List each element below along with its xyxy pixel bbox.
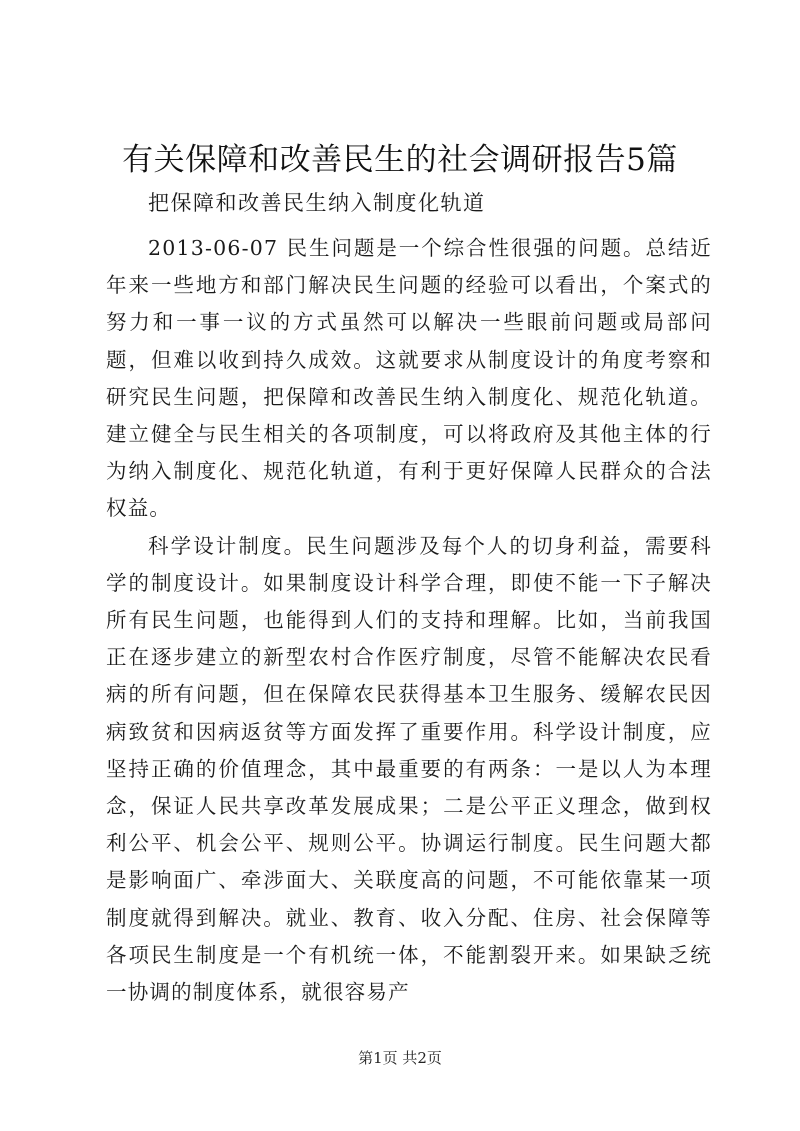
paragraph-1: 2013-06-07 民生问题是一个综合性很强的问题。总结近年来一些地方和部门解决民生问题的经验可以看出，个案式的努力和一事一议的方式虽然可以解决一些眼前问题或局部问题，但难以收到持久成效。这就要求从制度设计的角度考察和研究民生问题，把保障和改善民生纳入制度化、规范化轨道。建立健全与民生相关的各项制度，可以将政府及其他主体的行为纳入制度化、规范化轨道，有利于更好保障人民群众的合法权益。 — [106, 236, 712, 521]
document-body — [106, 230, 712, 1011]
paragraph-2: 科学设计制度。民生问题涉及每个人的切身利益，需要科学的制度设计。如果制度设计科学合理，即使不能一下子解决所有民生问题，也能得到人们的支持和理解。比如，当前我国正在逐步建立的新型农村合作医疗制度，尽管不能解决农民看病的所有问题，但在保障农民获得基本卫生服务、缓解农民因病致贫和因病返贫等方面发挥了重要作用。科学设计制度，应坚持正确的价值理念，其中最重要的有两条：一是以人为本理念，保证人民共享改革发展成果；二是公平正义理念，做到权利公平、机会公平、规则公平。协调运行制度。民生问题大都是影响面广、牵涉面大、关联度高的问题，不可能依靠某一项制度就得到解决。就业、教育、收入分配、住房、社会保障等各项民生制度是一个有机统一体，不能割裂开来。如果缺乏统一协调的制度体系，就很容易产 — [106, 533, 712, 1005]
page-indicator: 第1页 共2页 — [358, 1049, 442, 1067]
document-subtitle: 把保障和改善民生纳入制度化轨道 — [148, 191, 486, 215]
document-title: 有关保障和改善民生的社会调研报告5篇 — [122, 142, 678, 178]
